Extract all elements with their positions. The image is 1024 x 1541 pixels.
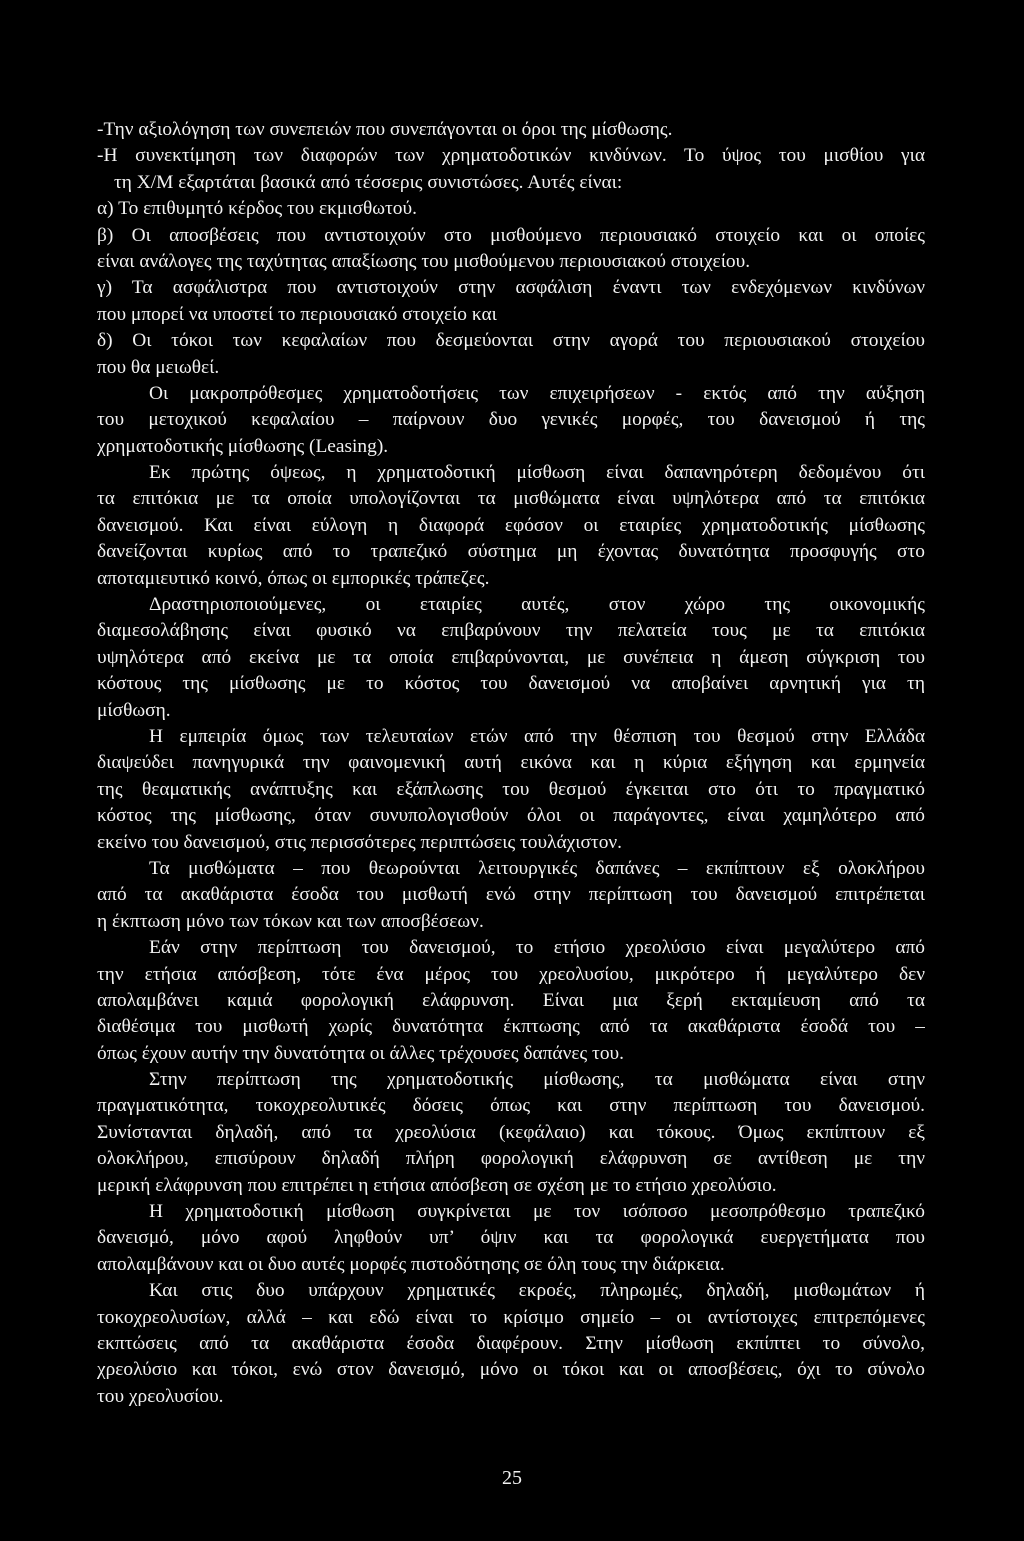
text-line: Η εμπειρία όμως των τελευταίων ετών από την θέσπιση του θεσμού στην Ελλάδα (149, 725, 925, 747)
text-line: Τα μισθώματα – που θεωρούνται λειτουργικές δαπάνες – εκπίπτουν εξ ολοκλήρου (149, 857, 925, 879)
text-line: της θεαματικής ανάπτυξης και εξάπλωσης του θεσμού έγκειται στο ότι το πραγματικό (97, 778, 925, 800)
text-line: -Η συνεκτίμηση των διαφορών των χρηματοδοτικών κινδύνων. Το ύψος του μισθίου για (97, 145, 925, 167)
text-line: τα επιτόκια με τα οποία υπολογίζονται τα μισθώματα είναι υψηλότερα από τα επιτόκια (97, 488, 925, 510)
text-line: Συνίστανται δηλαδή, από τα χρεολύσια (κεφάλαιο) και τόκους. Όμως εκπίπτουν εξ (97, 1121, 925, 1143)
text-line: απολαμβάνει καμιά φορολογική ελάφρυνση. Είναι μια ξερή εκταμίευση από τα (97, 989, 925, 1011)
text-line: μίσθωση. (97, 699, 171, 721)
text-line: την ετήσια απόσβεση, τότε ένα μέρος του χρεολυσίου, μικρότερο ή μεγαλύτερο δεν (97, 963, 925, 985)
text-line: δ) Οι τόκοι των κεφαλαίων που δεσμεύονται στην αγορά του περιουσιακού στοιχείου (97, 330, 925, 352)
text-line: υψηλότερα από εκείνα με τα οποία επιβαρύνονται, με συνέπεια η άμεση σύγκριση του (97, 646, 925, 668)
text-line: του μετοχικού κεφαλαίου – παίρνουν δυο γενικές μορφές, του δανεισμού ή της (97, 409, 925, 431)
text-line: απολαμβάνουν και οι δυο αυτές μορφές πιστοδότησης σε όλη τους την διάρκεια. (97, 1253, 725, 1275)
text-line: Η χρηματοδοτική μίσθωση συγκρίνεται με τον ισόποσο μεσοπρόθεσμο τραπεζικό (149, 1201, 925, 1223)
text-line: που μπορεί να υποστεί το περιουσιακό στοιχείο και (97, 303, 497, 325)
text-line: Δραστηριοποιούμενες, οι εταιρίες αυτές, στον χώρο της οικονομικής (149, 594, 925, 616)
text-line: χρηματοδοτικής μίσθωσης (Leasing). (97, 435, 389, 457)
text-line: β) Οι αποσβέσεις που αντιστοιχούν στο μισθούμενο περιουσιακό στοιχείο και οι οποίες (97, 224, 925, 246)
text-line: δανείζονται κυρίως από το τραπεζικό σύστημα μη έχοντας δυνατότητα προσφυγής στο (97, 541, 925, 563)
text-line: αποταμιευτικό κοινό, όπως οι εμπορικές τράπεζες. (97, 567, 490, 589)
text-line: εκείνο του δανεισμού, στις περισσότερες περιπτώσεις τουλάχιστον. (97, 831, 623, 853)
text-line: διαθέσιμα του μισθωτή χωρίς δυνατότητα έκπτωσης από τα ακαθάριστα έσοδά του – (97, 1016, 925, 1038)
text-line: τοκοχρεολυσίων, αλλά – και εδώ είναι το κρίσιμο σημείο – οι αντίστοιχες επιτρεπόμενες (97, 1306, 925, 1328)
text-line: δανεισμό, μόνο αφού ληφθούν υπ’ όψιν και τα φορολογικά ευεργετήματα που (97, 1227, 925, 1249)
text-line: όπως έχουν αυτήν την δυνατότητα οι άλλες τρέχουσες δαπάνες του. (97, 1042, 624, 1064)
text-line: κόστος της μίσθωσης, όταν συνυπολογισθούν όλοι οι παράγοντες, είναι χαμηλότερο από (97, 805, 925, 827)
text-line: Εάν στην περίπτωση του δανεισμού, το ετήσιο χρεολύσιο είναι μεγαλύτερο από (149, 937, 925, 959)
text-line: του χρεολυσίου. (97, 1385, 224, 1407)
document-body (97, 117, 925, 1410)
text-line: μερική ελάφρυνση που επιτρέπει η ετήσια απόσβεση σε σχέση με το ετήσιο χρεολύσιο. (97, 1174, 777, 1196)
text-line: από τα ακαθάριστα έσοδα του μισθωτή ενώ στην περίπτωση του δανεισμού επιτρέπεται (97, 884, 925, 906)
text-line: Εκ πρώτης όψεως, η χρηματοδοτική μίσθωση είναι δαπανηρότερη δεδομένου ότι (149, 462, 925, 484)
text-line: η έκπτωση μόνο των τόκων και των αποσβέσεων. (97, 910, 484, 932)
text-line: διαψεύδει πανηγυρικά την φαινομενική αυτή εικόνα και η κύρια εξήγηση και ερμηνεία (97, 752, 925, 774)
text-line: διαμεσολάβησης είναι φυσικό να επιβαρύνουν την πελατεία τους με τα επιτόκια (97, 620, 925, 642)
page-number: 25 (502, 1467, 522, 1489)
text-line: Και στις δυο υπάρχουν χρηματικές εκροές, πληρωμές, δηλαδή, μισθωμάτων ή (149, 1280, 925, 1302)
text-line: κόστους της μίσθωσης με το κόστος του δανεισμού να αποβαίνει αρνητική για τη (97, 673, 925, 695)
text-line: πραγματικότητα, τοκοχρεολυτικές δόσεις όπως και στην περίπτωση του δανεισμού. (97, 1095, 925, 1117)
text-line: α) Το επιθυμητό κέρδος του εκμισθωτού. (97, 198, 417, 220)
text-line: τη Χ/Μ εξαρτάται βασικά από τέσσερις συνιστώσες. Αυτές είναι: (114, 171, 623, 193)
text-line: Στην περίπτωση της χρηματοδοτικής μίσθωσης, τα μισθώματα είναι στην (149, 1069, 925, 1091)
text-line: Οι μακροπρόθεσμες χρηματοδοτήσεις των επιχειρήσεων - εκτός από την αύξηση (149, 382, 925, 404)
text-line: γ) Τα ασφάλιστρα που αντιστοιχούν στην ασφάλιση έναντι των ενδεχόμενων κινδύνων (97, 277, 925, 299)
text-line: εκπτώσεις από τα ακαθάριστα έσοδα διαφέρουν. Στην μίσθωση εκπίπτει το σύνολο, (97, 1332, 925, 1354)
text-line: -Την αξιολόγηση των συνεπειών που συνεπάγονται οι όροι της μίσθωσης. (97, 119, 673, 140)
text-line: χρεολύσιο και τόκοι, ενώ στον δανεισμό, μόνο οι τόκοι και οι αποσβέσεις, όχι το σύνολο (97, 1359, 925, 1381)
text-line: ολοκλήρου, επισύρουν δηλαδή πλήρη φορολογική ελάφρυνση σε αντίθεση με την (97, 1148, 925, 1170)
text-line: είναι ανάλογες της ταχύτητας απαξίωσης του μισθούμενου περιουσιακού στοιχείου. (97, 250, 751, 272)
text-line: δανεισμού. Και είναι εύλογη η διαφορά εφόσον οι εταιρίες χρηματοδοτικής μίσθωσης (97, 514, 925, 536)
text-line: που θα μειωθεί. (97, 356, 220, 378)
